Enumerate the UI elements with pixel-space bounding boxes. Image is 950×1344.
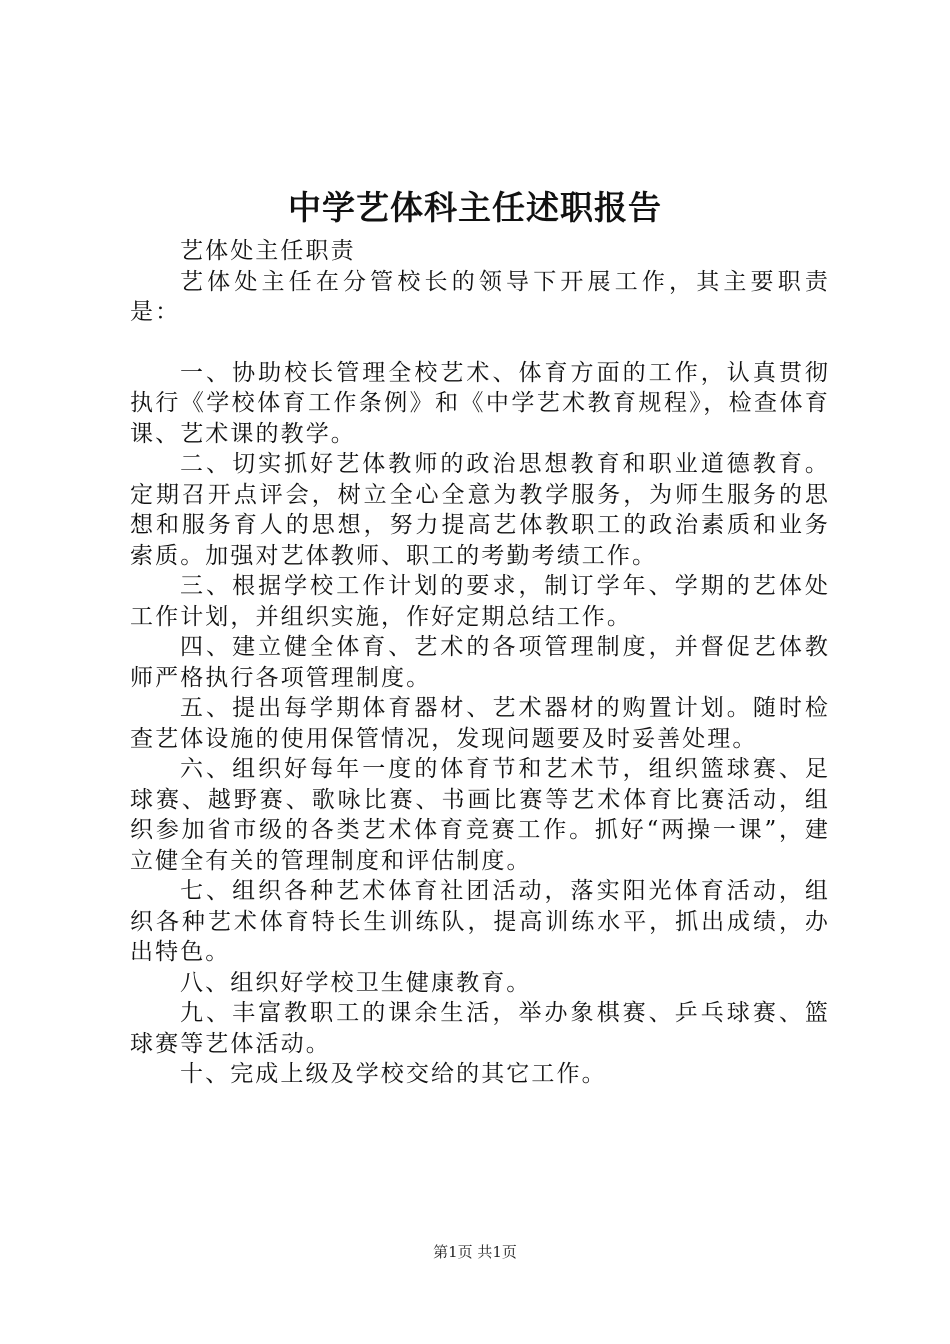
paragraph-duty-3: 三、根据学校工作计划的要求，制订学年、学期的艺体处工作计划，并组织实施，作好定期总结工作。 xyxy=(130,573,830,630)
paragraph-duty-9: 九、丰富教职工的课余生活，举办象棋赛、乒乓球赛、篮球赛等艺体活动。 xyxy=(130,1000,830,1057)
paragraph-heading: 艺体处主任职责 xyxy=(180,238,356,264)
paragraph-duty-2: 二、切实抓好艺体教师的政治思想教育和职业道德教育。定期召开点评会，树立全心全意为教学服务，为师生服务的思想和服务育人的思想，努力提高艺体教职工的政治素质和业务索质。加强对艺体教师、职工的考勤考绩工作。 xyxy=(130,451,830,569)
paragraph-duty-10: 十、完成上级及学校交给的其它工作。 xyxy=(180,1061,607,1087)
paragraph-intro: 艺体处主任在分管校长的领导下开展工作，其主要职责是： xyxy=(130,268,830,325)
paragraph-duty-4: 四、建立健全体育、艺术的各项管理制度，并督促艺体教师严格执行各项管理制度。 xyxy=(130,634,830,691)
paragraph-duty-1: 一、协助校长管理全校艺术、体育方面的工作，认真贯彻执行《学校体育工作条例》和《中学艺术教育规程》，检查体育课、艺术课的教学。 xyxy=(130,359,830,447)
paragraph-duty-7: 七、组织各种艺术体育社团活动，落实阳光体育活动，组织各种艺术体育特长生训练队，提高训练水平，抓出成绩，办出特色。 xyxy=(130,878,830,965)
paragraph-duty-6: 六、组织好每年一度的体育节和艺术节，组织篮球赛、足球赛、越野赛、歌咏比赛、书画比赛等艺术体育比赛活动，组织参加省市级的各类艺术体育竞赛工作。抓好“两操一课”，建立健全有关的管理制度和评估制度。 xyxy=(130,756,830,874)
paragraph-duty-8: 八、组织好学校卫生健康教育。 xyxy=(180,969,532,996)
page-number-footer: 第1页 共1页 xyxy=(433,1243,517,1261)
document-body xyxy=(130,236,830,1090)
paragraph-duty-5: 五、提出每学期体育器材、艺术器材的购置计划。随时检查艺体设施的使用保管情况，发现问题要及时妥善处理。 xyxy=(130,695,830,752)
document-title: 中学艺体科主任述职报告 xyxy=(288,188,662,227)
